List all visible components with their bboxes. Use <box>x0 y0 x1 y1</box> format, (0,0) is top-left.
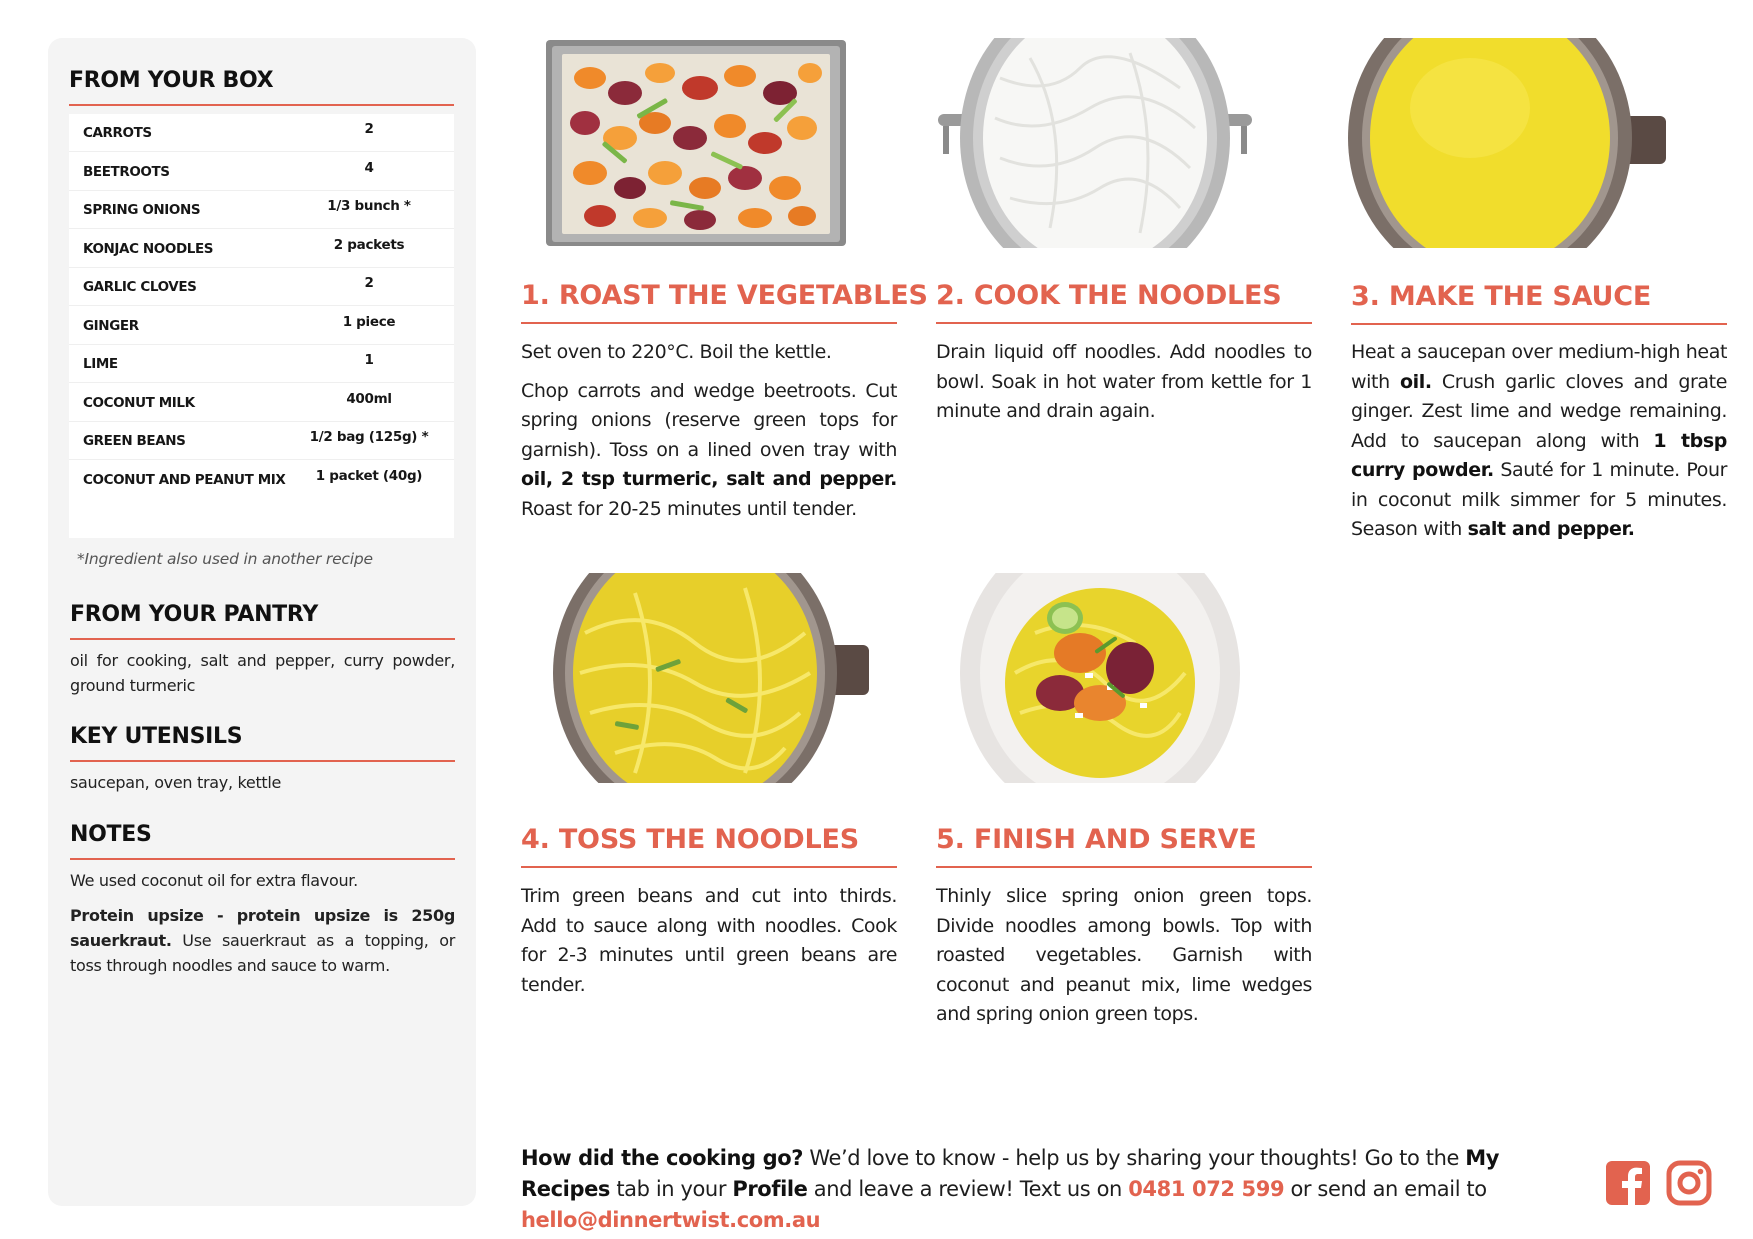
ingredient-name: CARROTS <box>83 125 152 141</box>
ingredient-name: LIME <box>83 356 118 372</box>
step-2-para-1: Drain liquid off noodles. Add noodles to bowl. Soak in hot water from kettle for 1 minute and drain again. <box>936 341 1312 422</box>
step-5-instructions <box>936 882 1312 1039</box>
curry-sauce-pan-image <box>1340 38 1670 248</box>
my-recipes-link[interactable]: My Recipes <box>521 1146 1500 1201</box>
ingredient-name: SPRING ONIONS <box>83 202 201 218</box>
key-utensils-title: KEY UTENSILS <box>70 724 243 749</box>
step-3-text-e: Sauté for 1 minute. Pour in coconut milk simmer for 5 minutes. Season with <box>1351 459 1728 540</box>
step-1-bold-text: oil, 2 tsp turmeric, salt and pepper. <box>521 468 897 490</box>
ingredient-qty: 1 <box>364 352 374 368</box>
table-row <box>69 422 454 460</box>
step-3-bold-b: oil. <box>1399 370 1432 393</box>
step-4-title: 4. TOSS THE NOODLES <box>521 824 859 855</box>
step-3-para-1 <box>1351 338 1727 545</box>
step-1-text: Chop carrots and wedge beetroots. Cut spring onions (reserve green tops for garnish). Toss on a lined oven tray with <box>521 379 897 461</box>
ingredients-sidebar <box>48 38 476 1206</box>
notes-text-2 <box>70 903 455 978</box>
pantry-text: oil for cooking, salt and pepper, curry powder, ground turmeric <box>70 651 455 695</box>
step-3-bold-d: 1 tbsp curry powder. <box>1351 429 1727 481</box>
ingredient-footnote: *Ingredient also used in another recipe <box>77 550 373 568</box>
step-5-rule <box>936 866 1312 868</box>
protein-upsize-label: Protein upsize - protein upsize is 250g sauerkraut. <box>70 906 455 950</box>
feedback-footer <box>521 1143 1571 1236</box>
ingredient-name: COCONUT AND PEANUT MIX <box>83 471 286 488</box>
finished-dish-bowl-image <box>935 573 1265 783</box>
footer-text-2: tab in your <box>610 1177 733 1201</box>
table-row <box>69 114 454 152</box>
notes-title: NOTES <box>70 822 152 847</box>
table-row <box>69 230 454 268</box>
notes-text-1: We used coconut oil for extra flavour. <box>70 871 358 890</box>
drained-noodles-strainer-image <box>930 38 1260 248</box>
email-link[interactable]: hello@dinnertwist.com.au <box>521 1208 821 1232</box>
footer-text-4: or send an email to <box>1284 1177 1487 1201</box>
instagram-icon[interactable] <box>1666 1160 1712 1206</box>
key-utensils-rule <box>70 760 455 762</box>
utensils-text: saucepan, oven tray, kettle <box>70 773 282 792</box>
table-row <box>69 268 454 306</box>
ingredient-qty: 4 <box>364 159 374 176</box>
step-2-title: 2. COOK THE NOODLES <box>936 280 1282 311</box>
ingredient-name: KONJAC NOODLES <box>83 240 214 257</box>
step-5-para-1: Thinly slice spring onion green tops. Divide noodles among bowls. Top with roasted vegetables. Garnish with coconut and peanut mix, lime wedges and spring onion green tops. <box>936 885 1312 1025</box>
facebook-icon[interactable] <box>1605 1160 1651 1206</box>
table-row <box>69 461 454 499</box>
footer-text-3: and leave a review! Text us on <box>807 1177 1129 1201</box>
step-1-text-end: Roast for 20-25 minutes until tender. <box>521 497 857 520</box>
ingredient-qty: 1 packet (40g) <box>315 467 423 484</box>
step-2-instructions <box>936 338 1312 436</box>
ingredient-name: GINGER <box>83 317 139 334</box>
ingredient-qty: 1/3 bunch * <box>327 198 411 214</box>
notes-rule <box>70 858 455 860</box>
phone-number-link[interactable]: 0481 072 599 <box>1128 1177 1285 1201</box>
step-3-instructions <box>1351 338 1727 554</box>
from-your-box-title: FROM YOUR BOX <box>69 68 274 93</box>
table-row <box>69 191 454 229</box>
step-3-title: 3. MAKE THE SAUCE <box>1351 281 1652 312</box>
step-4-instructions <box>521 882 897 1009</box>
step-1-rule <box>521 322 897 324</box>
step-4-rule <box>521 866 897 868</box>
ingredient-name: GREEN BEANS <box>83 433 186 449</box>
ingredient-qty: 2 <box>364 275 374 291</box>
protein-upsize-text: Use sauerkraut as a topping, or toss through noodles and sauce to warm. <box>70 931 455 975</box>
from-your-box-rule <box>69 104 454 106</box>
footer-question: How did the cooking go? <box>521 1146 804 1170</box>
step-1-para-1: Set oven to 220°C. Boil the kettle. <box>521 341 832 363</box>
step-3-bold-f: salt and pepper. <box>1467 518 1635 540</box>
ingredient-qty: 400ml <box>346 390 392 407</box>
step-5-title: 5. FINISH AND SERVE <box>936 824 1257 855</box>
step-1-para-2 <box>521 377 897 525</box>
table-row <box>69 345 454 383</box>
table-row <box>69 384 454 422</box>
step-4-para-1: Trim green beans and cut into thirds. Add to sauce along with noodles. Cook for 2-3 minutes until green beans are tender. <box>521 885 897 996</box>
step-1-instructions <box>521 338 897 533</box>
from-your-pantry-title: FROM YOUR PANTRY <box>70 602 318 627</box>
ingredient-qty: 1 piece <box>342 313 396 330</box>
footer-text-1: We’d love to know - help us by sharing your thoughts! Go to the <box>803 1146 1466 1170</box>
step-3-text-c: Crush garlic cloves and grate ginger. Zest lime and wedge remaining. Add to saucepan along with <box>1351 370 1727 452</box>
profile-link[interactable]: Profile <box>732 1177 808 1201</box>
ingredient-qty: 2 <box>364 121 374 137</box>
step-3-rule <box>1351 323 1727 325</box>
step-1-title: 1. ROAST THE VEGETABLES <box>521 280 928 311</box>
roasted-vegetables-tray-image <box>540 38 870 248</box>
box-ingredients-table <box>69 114 454 538</box>
ingredient-name: COCONUT MILK <box>83 394 195 411</box>
step-2-rule <box>936 322 1312 324</box>
step-3-text-a: Heat a saucepan over medium-high heat with <box>1351 341 1727 393</box>
tossed-noodles-pan-image <box>545 573 875 783</box>
ingredient-name: GARLIC CLOVES <box>83 279 197 295</box>
ingredient-qty: 1/2 bag (125g) * <box>309 429 429 445</box>
table-row <box>69 153 454 191</box>
ingredient-qty: 2 packets <box>333 236 405 253</box>
table-row <box>69 307 454 345</box>
ingredient-name: BEETROOTS <box>83 163 170 180</box>
from-your-pantry-rule <box>70 638 455 640</box>
